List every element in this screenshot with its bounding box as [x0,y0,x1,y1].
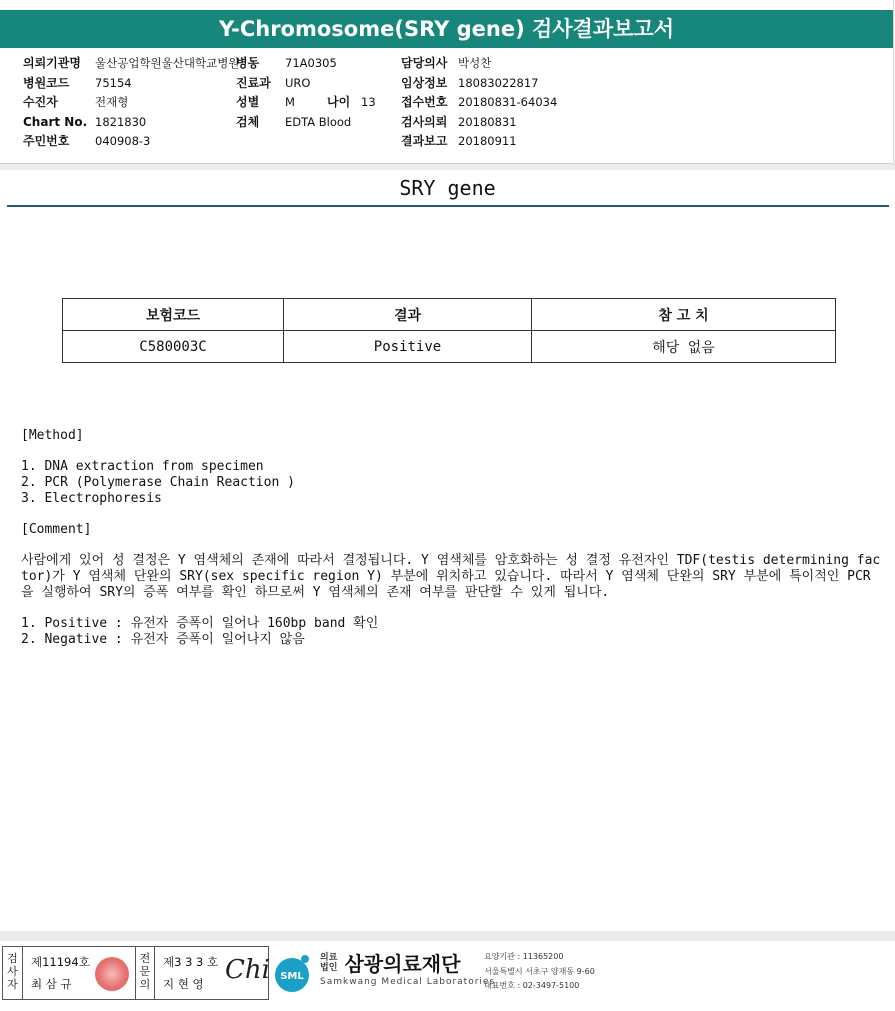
section-rule [7,205,889,207]
info-value: 울산공업학원울산대학교병원 [95,56,240,70]
info-label: 진료과 [236,75,271,90]
comment-paragraph: 사람에게 있어 성 결정은 Y 염색체의 존재에 따라서 결정됩니다. Y 염색체를 암호화하는 성 결정 유전자인 TDF(testis determining factor)가 Y 염색체 단완의 SRY(sex specific region Y) 부분에 위치하고 있습니다. 따라서 Y 염색체 단완의 SRY 부분에 특이적인 PCR을 실행하여 SRY의 증폭 여부를 확인 하므로써 Y 염색체의 존재 여부를 판단할 수 있게 됩니다. [21,553,881,600]
info-row [23,54,239,74]
report-title: Y-Chromosome(SRY gene) 검사결과보고서 [0,10,893,48]
info-value: 20180831-64034 [458,95,558,109]
svg-text:SML: SML [280,971,304,982]
comment-item: 2. Negative : 유전자 증폭이 일어나지 않음 [21,632,305,647]
info-value: 20180911 [458,134,517,148]
meta-line: 요양기관 : 11365200 [484,952,564,961]
info-value: 20180831 [458,114,517,129]
method-heading: [Method] [21,428,84,443]
info-value: M [285,95,295,109]
method-item: 2. PCR (Polymerase Chain Reaction ) [21,475,295,490]
info-value: EDTA Blood [285,114,352,129]
footer-band [0,931,895,941]
info-label: 검사의뢰 [401,114,448,129]
info-row [236,93,376,113]
info-label: Chart No. [23,114,88,129]
method-item: 3. Electrophoresis [21,491,162,506]
logo-wordmark [320,948,460,977]
info-column-1 [23,54,239,152]
info-row [401,113,557,133]
info-value: 박성찬 [458,56,492,70]
report-body [21,428,881,648]
method-item: 1. DNA extraction from specimen [21,459,264,474]
info-row [23,132,239,152]
info-column-3 [401,54,557,152]
info-row [236,113,376,133]
sml-logo-icon [272,953,312,993]
info-row [401,74,557,94]
info-row [401,54,557,74]
company-meta [484,950,595,994]
specialist-info [163,947,218,1003]
info-label: 병원코드 [23,75,70,90]
age-label: 나이 [327,95,351,109]
age-value: 13 [361,95,376,109]
info-label: 주민번호 [23,134,70,148]
table-header-cell: 결과 [284,299,532,331]
specialist-license: 제3 3 3 호 [163,955,219,969]
handwritten-signature: Chi [225,955,270,985]
info-row [23,74,239,94]
info-label: 수진자 [23,95,58,109]
meta-line: 대표번호 : 02-3497-5100 [484,981,580,990]
info-column-2 [236,54,376,132]
meta-line: 서울특별시 서초구 양재동 9-60 [484,966,595,976]
info-label: 성별 [236,95,260,109]
logo-english: Samkwang Medical Laboratories [320,977,496,987]
seal-stamp-icon [95,957,129,991]
comment-item: 1. Positive : 유전자 증폭이 일어나 160bp band 확인 [21,616,379,631]
logo-name: 삼광의료재단 [344,952,461,976]
info-row [236,54,376,74]
info-row [236,74,376,94]
info-label: 검체 [236,114,260,129]
info-label: 의뢰기관명 [23,56,81,70]
info-value: URO [285,75,311,90]
table-header-row [63,299,836,331]
info-row [401,93,557,113]
table-header-cell: 보험코드 [63,299,284,331]
info-row [23,93,239,113]
table-header-cell: 참 고 치 [532,299,836,331]
examiner-label: 검사자 [3,947,23,999]
info-label: 접수번호 [401,95,448,109]
info-label: 병동 [236,56,260,70]
info-value: 75154 [95,75,132,90]
signature-box [2,946,269,1000]
table-cell: 해당 없음 [532,331,836,363]
info-row [401,132,557,152]
table-cell: C580003C [63,331,284,363]
info-value: 040908-3 [95,134,151,148]
specialist-label: 전문의 [135,947,155,999]
info-value: 1821830 [95,114,147,129]
info-value: 18083022817 [458,75,539,90]
info-value: 전재형 [95,95,129,109]
info-row [23,113,239,133]
specialist-name: 지 현 영 [163,977,204,991]
divider-band [0,164,895,170]
result-table [62,298,836,363]
examiner-name: 최 삼 규 [31,977,72,991]
table-row [63,331,836,363]
info-label: 담당의사 [401,56,448,70]
section-title: SRY gene [399,176,496,200]
info-label: 결과보고 [401,134,448,148]
comment-heading: [Comment] [21,522,92,537]
info-value: 71A0305 [285,56,337,70]
examiner-info [31,947,90,1003]
info-label: 임상정보 [401,75,448,90]
table-cell: Positive [284,331,532,363]
examiner-license: 제11194호 [31,955,90,969]
logo-prefix: 의료 법인 [320,952,338,973]
